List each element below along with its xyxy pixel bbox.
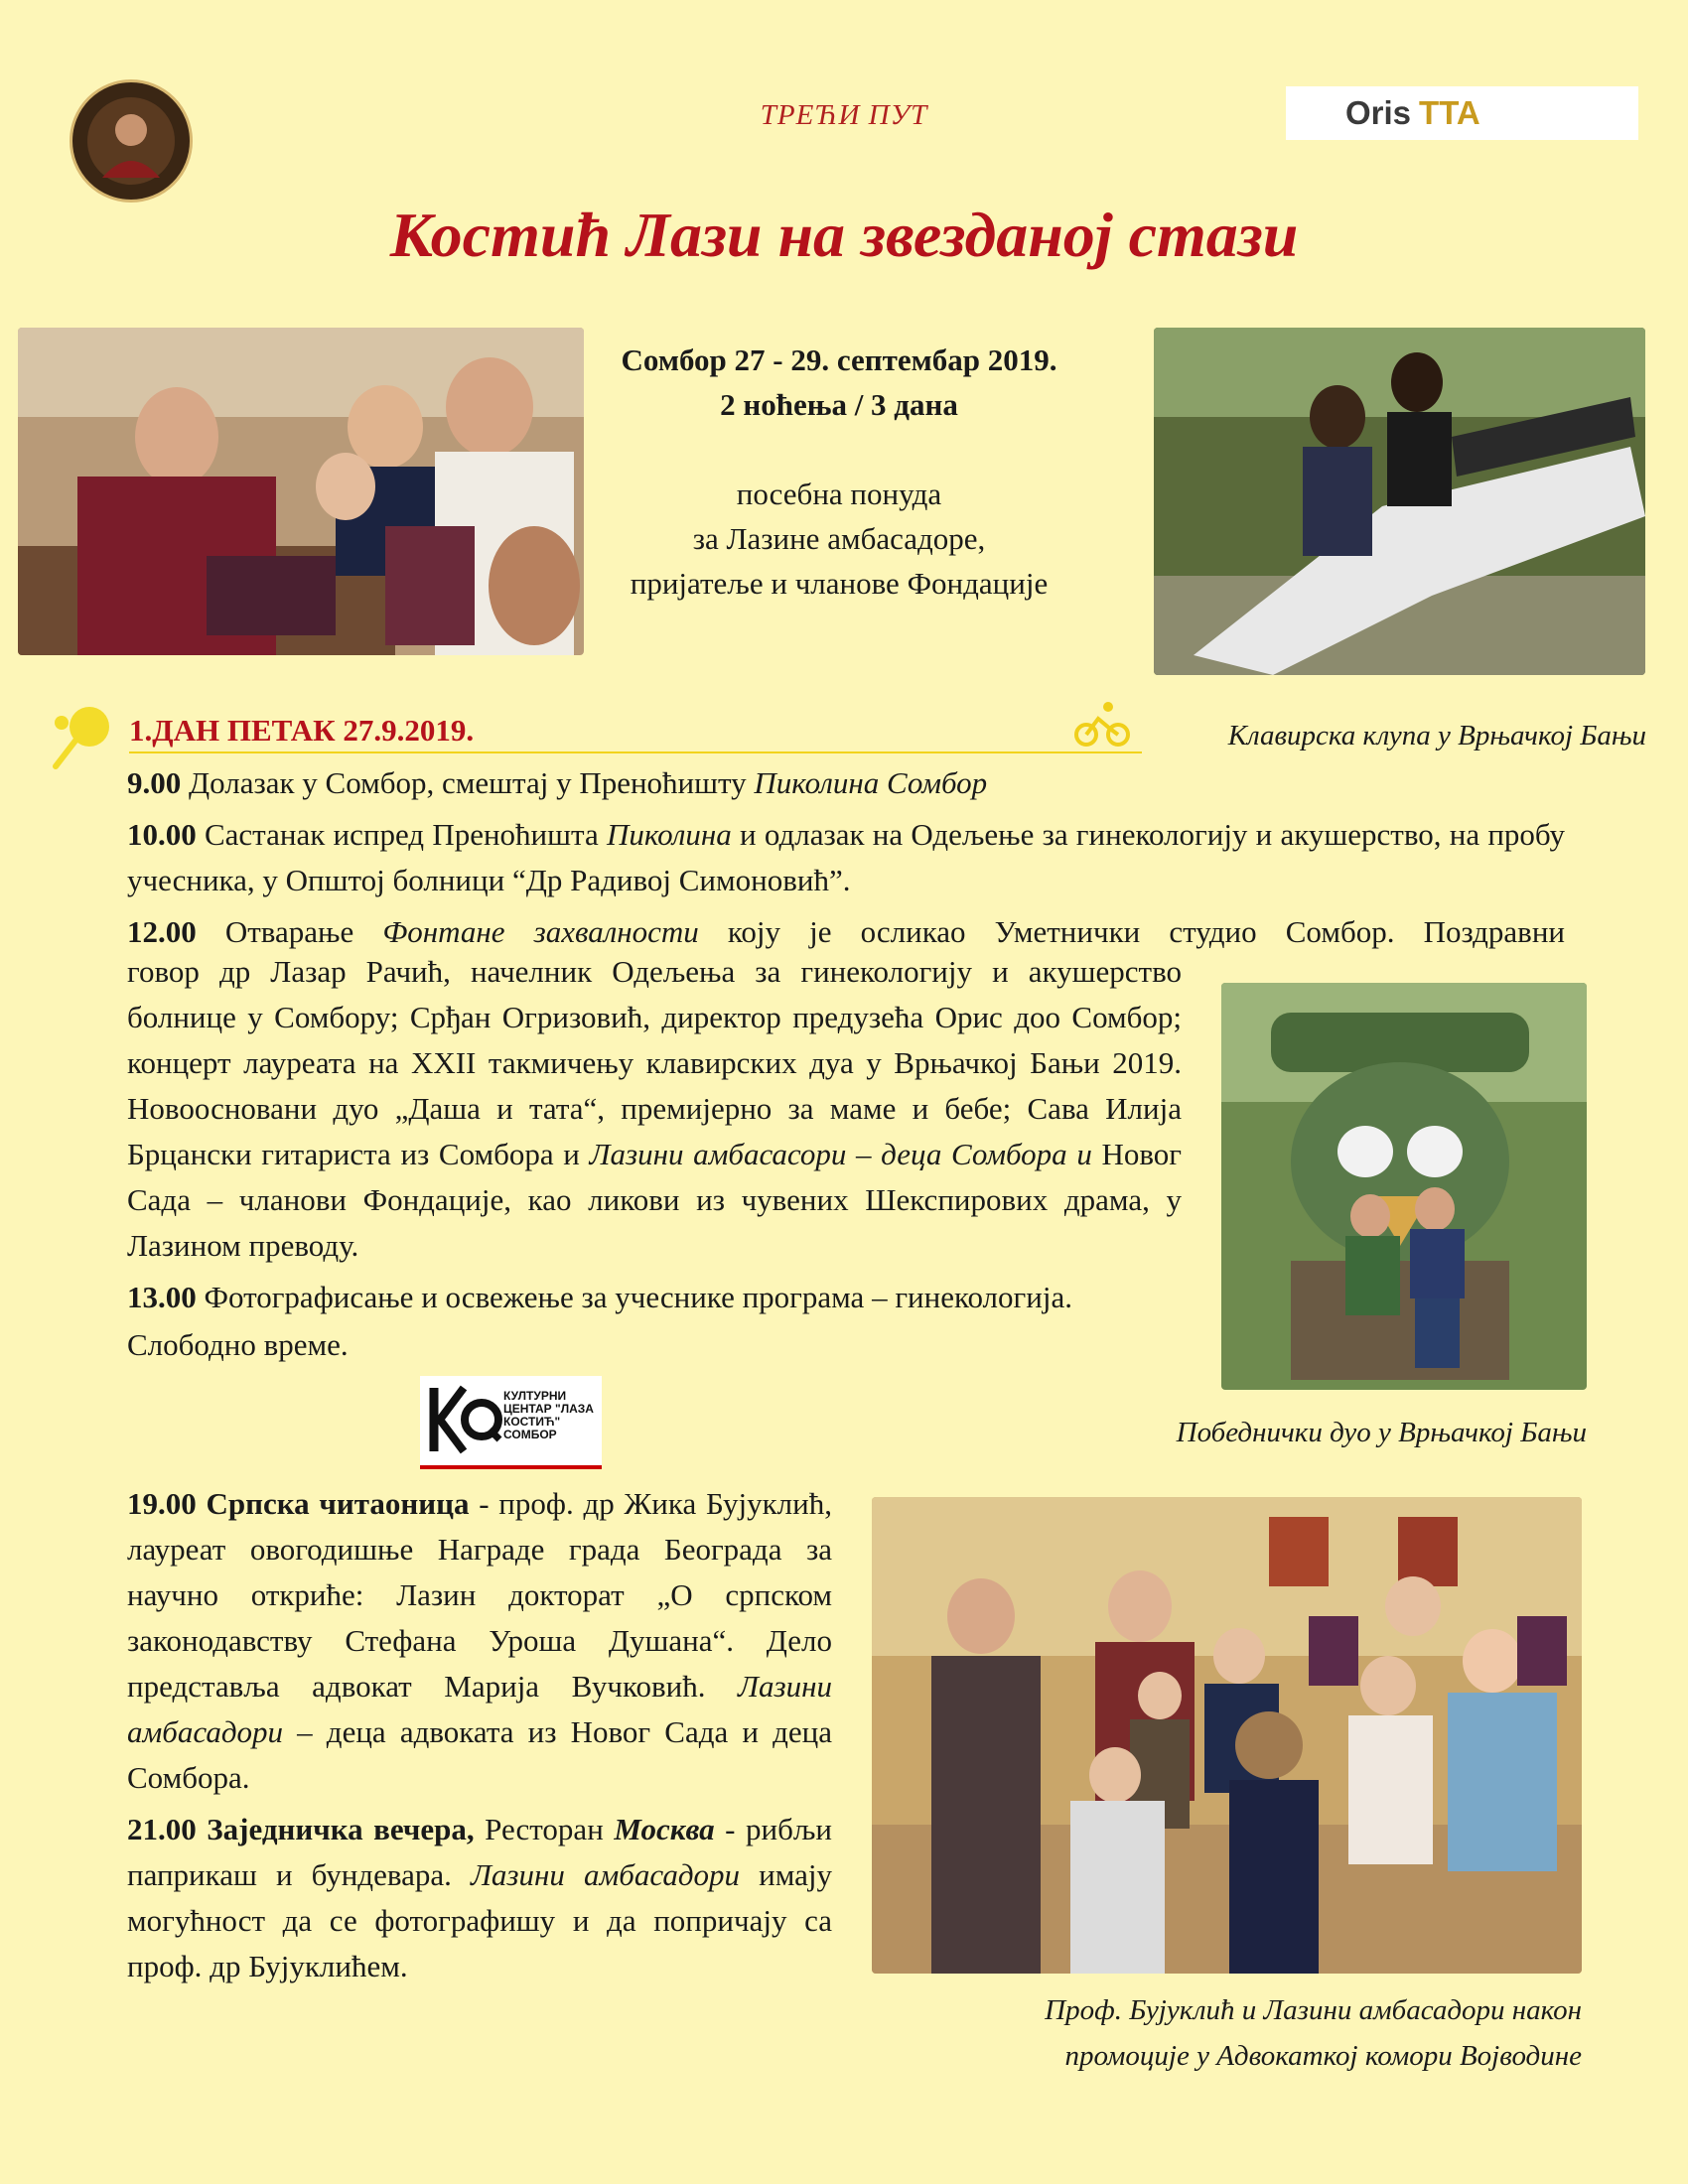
event-text: – деца адвоката из Новог Сада и деца Сомбора. xyxy=(127,1714,832,1795)
ambassadors-text: Лазини амбасадори xyxy=(470,1857,741,1892)
event-text: коју је осликао Уметнички студио Сомбор. Поздравни xyxy=(698,914,1565,949)
event-text: имају могућност да се фотографишу и да попричају са проф. др Бујуклићем. xyxy=(127,1857,832,1983)
tennis-racket-icon xyxy=(48,703,115,777)
caption-duo: Победнички дуо у Врњачкој Бањи xyxy=(1176,1417,1587,1448)
offer-line-1: посебна понуда xyxy=(736,477,942,511)
event-reading-room xyxy=(127,1481,832,1801)
foundation-logo xyxy=(70,79,193,203)
kicker-text: ТРЕЋИ ПУТ xyxy=(760,99,928,131)
caption-group-line-1: Проф. Бујуклић и Лазини амбасадори након xyxy=(1045,1994,1582,2026)
event-time: 10.00 xyxy=(127,817,197,852)
caption-piano: Клавирска клупа у Врњачкој Бањи xyxy=(1227,720,1646,751)
piano-bench-photo xyxy=(1154,328,1645,675)
trip-duration: 2 ноћења / 3 дана xyxy=(720,387,958,422)
event-meeting xyxy=(127,812,1565,903)
ambassadors-group-photo xyxy=(872,1497,1582,1974)
caption-group xyxy=(874,1987,1582,2079)
event-text: - рибљи паприкаш и бундевара. xyxy=(127,1812,832,1892)
schedule-top xyxy=(127,760,1565,955)
fountain-name: Фонтане захвалности xyxy=(382,914,699,949)
day-heading: 1.ДАН ПЕТАК 27.9.2019. xyxy=(129,713,475,748)
day-divider xyxy=(129,751,1142,753)
event-time: 12.00 xyxy=(127,914,197,949)
cultural-center-logo-text: КУЛТУРНИ ЦЕНТАР "ЛАЗА КОСТИЋ" СОМБОР xyxy=(503,1389,594,1441)
event-text: Заједничка вечера, xyxy=(196,1812,475,1846)
restaurant-name: Москва xyxy=(614,1812,715,1846)
offer-line-2: за Лазине амбасадоре, xyxy=(692,521,986,556)
trip-dates: Сомбор 27 - 29. септембар 2019. xyxy=(621,342,1057,377)
ambassadors-text: Лазини амбасасори – деца Сомбора и xyxy=(589,1137,1092,1171)
event-text: говор др Лазар Рачић, начелник Одељења за гинекологију и акушерство болнице у Сомбору; Срђан Огризовић, директор предузећа Орис доо Сомбор; концерт лауреата на XXII такмичењу клавирских дуа у Врњачкој Бањи 2019. Новоосновани дуо „Даша и тата“, премијерно за маме и бебе; Сава Илија Брцански гитариста из Сомбора и xyxy=(127,954,1182,1171)
trip-info xyxy=(556,338,1122,606)
event-text: - проф. др Жика Бујуклић, лауреат овогодишње Награде града Београда за научно откриће: Лазин докторат „О српском законодавству Стефана Уроша Душана“. Дело представља адвокат Марија Вучковић. xyxy=(127,1486,832,1704)
event-photos xyxy=(127,1275,1182,1320)
ambassadors-text: Лазини амбасадори xyxy=(127,1669,832,1749)
schedule-bottom xyxy=(127,1481,832,1995)
oris-logo-tta: TTA xyxy=(1419,94,1480,131)
winning-duo-photo xyxy=(1221,983,1587,1390)
event-text: Отварање xyxy=(196,914,383,949)
offer-line-3: пријатеље и чланове Фондације xyxy=(630,566,1049,601)
event-time: 19.00 xyxy=(127,1486,197,1521)
event-text: Ресторан xyxy=(474,1812,615,1846)
event-text: Новог Сада – чланови Фондације, као ликови из чувених Шекспирових драма, у Лазином преводу. xyxy=(127,1137,1182,1263)
event-text: Фотографисање и освежење за учеснике програма – гинекологија. xyxy=(196,1280,1072,1314)
event-text: Састанак испред Преноћишта xyxy=(196,817,607,852)
free-time-text: Слободно време. xyxy=(127,1327,349,1362)
oris-tta-logo xyxy=(1286,86,1638,140)
event-text: Долазак у Сомбор, смештај у Преноћишту xyxy=(181,765,755,800)
caption-group-line-2: промоције у Адвокаткој комори Војводине xyxy=(1064,2040,1582,2072)
event-opening-continued xyxy=(127,949,1182,1269)
venue-name: Пиколина Сомбор xyxy=(754,765,988,800)
venue-name: Пиколина xyxy=(606,817,732,852)
event-time: 21.00 xyxy=(127,1812,197,1846)
event-arrival xyxy=(127,760,1565,806)
event-time: 13.00 xyxy=(127,1280,197,1314)
bicycle-icon xyxy=(1074,699,1130,753)
book-signing-photo xyxy=(18,328,584,655)
free-time xyxy=(127,1322,1182,1368)
event-dinner xyxy=(127,1807,832,1989)
oris-logo-word: Oris xyxy=(1345,94,1412,131)
venue-name: Српска читаоница xyxy=(196,1486,470,1521)
portrait-icon xyxy=(72,82,190,200)
event-text: и одлазак на Одељење за гинекологију и акушерство, на пробу учесника, у Општој болници “Др Радивој Симоновић”. xyxy=(127,817,1565,897)
kc-emblem-icon xyxy=(424,1380,503,1459)
cultural-center-logo xyxy=(420,1376,602,1469)
page-title: Костић Лази на звезданој стази xyxy=(389,200,1299,270)
schedule-middle xyxy=(127,949,1182,1374)
event-time: 9.00 xyxy=(127,765,182,800)
